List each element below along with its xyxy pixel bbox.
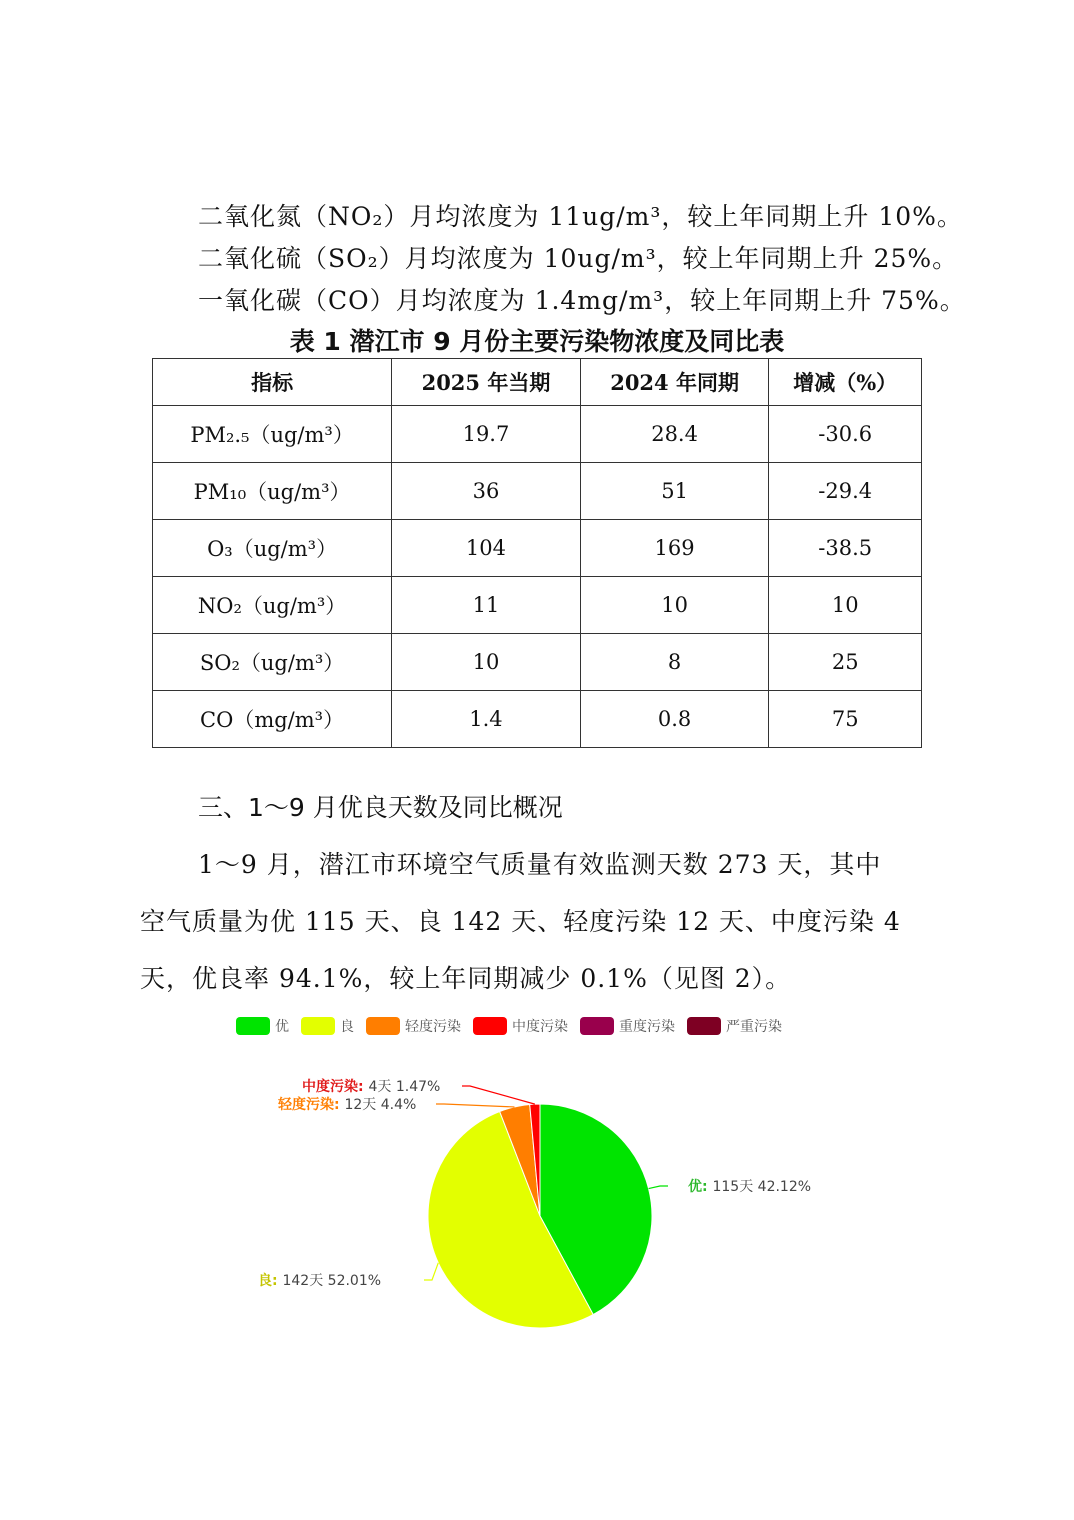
table-cell: 36 bbox=[392, 463, 581, 520]
table-header-row bbox=[153, 359, 922, 406]
slice-label: 中度污染: 4天 1.47% bbox=[302, 1079, 441, 1095]
paragraph-no2: 二氧化氮（NO₂）月均浓度为 11ug/m³，较上年同期上升 10%。 bbox=[198, 202, 963, 231]
table-cell: 0.8 bbox=[580, 691, 769, 748]
legend-item[interactable] bbox=[687, 1016, 782, 1036]
table-cell: 104 bbox=[392, 520, 581, 577]
table-row bbox=[153, 520, 922, 577]
table-cell: CO（mg/m³） bbox=[153, 691, 392, 748]
legend-label: 严重污染 bbox=[726, 1019, 782, 1035]
table-row bbox=[153, 406, 922, 463]
legend-swatch bbox=[473, 1017, 507, 1035]
table-row bbox=[153, 463, 922, 520]
legend-item[interactable] bbox=[301, 1016, 354, 1036]
table-cell: -29.4 bbox=[769, 463, 922, 520]
section-line-3: 天，优良率 94.1%，较上年同期减少 0.1%（见图 2）。 bbox=[140, 964, 792, 993]
table-cell: 28.4 bbox=[580, 406, 769, 463]
table-cell: O₃（ug/m³） bbox=[153, 520, 392, 577]
legend-swatch bbox=[236, 1017, 270, 1035]
legend-label: 优 bbox=[275, 1019, 289, 1035]
header-cell: 2025 年当期 bbox=[392, 359, 581, 406]
legend-item[interactable] bbox=[366, 1016, 461, 1036]
legend-label: 轻度污染 bbox=[405, 1019, 461, 1035]
chart-legend bbox=[236, 1016, 782, 1036]
table-cell: -38.5 bbox=[769, 520, 922, 577]
legend-item[interactable] bbox=[473, 1016, 568, 1036]
table-cell: 11 bbox=[392, 577, 581, 634]
table-cell: 1.4 bbox=[392, 691, 581, 748]
leader-line bbox=[436, 1104, 514, 1107]
table-cell: 10 bbox=[769, 577, 922, 634]
section-line-2: 空气质量为优 115 天、良 142 天、轻度污染 12 天、中度污染 4 bbox=[140, 907, 901, 936]
table-cell: -30.6 bbox=[769, 406, 922, 463]
legend-swatch bbox=[301, 1017, 335, 1035]
header-cell: 指标 bbox=[153, 359, 392, 406]
legend-swatch bbox=[580, 1017, 614, 1035]
legend-swatch bbox=[366, 1017, 400, 1035]
slice-label: 轻度污染: 12天 4.4% bbox=[278, 1097, 417, 1113]
pie-chart bbox=[0, 1040, 1074, 1360]
table-cell: PM₁₀（ug/m³） bbox=[153, 463, 392, 520]
table-cell: 25 bbox=[769, 634, 922, 691]
table-row bbox=[153, 691, 922, 748]
paragraph-so2: 二氧化硫（SO₂）月均浓度为 10ug/m³，较上年同期上升 25%。 bbox=[198, 244, 959, 273]
table-caption: 表 1 潜江市 9 月份主要污染物浓度及同比表 bbox=[289, 327, 785, 356]
table-cell: 8 bbox=[580, 634, 769, 691]
leader-line bbox=[649, 1186, 668, 1189]
section-heading: 三、1～9 月优良天数及同比概况 bbox=[198, 793, 563, 822]
table-cell: 75 bbox=[769, 691, 922, 748]
table-cell: 10 bbox=[392, 634, 581, 691]
legend-label: 良 bbox=[340, 1019, 354, 1035]
leader-line bbox=[424, 1263, 438, 1280]
leader-line bbox=[462, 1086, 535, 1104]
legend-swatch bbox=[687, 1017, 721, 1035]
header-cell: 增减（%） bbox=[769, 359, 922, 406]
table-cell: 169 bbox=[580, 520, 769, 577]
table-cell: 10 bbox=[580, 577, 769, 634]
table-cell: PM₂.₅（ug/m³） bbox=[153, 406, 392, 463]
pollutant-table bbox=[152, 358, 922, 748]
legend-label: 重度污染 bbox=[619, 1019, 675, 1035]
slice-label: 良: 142天 52.01% bbox=[258, 1273, 382, 1289]
table-row bbox=[153, 577, 922, 634]
legend-item[interactable] bbox=[236, 1016, 289, 1036]
slice-label: 优: 115天 42.12% bbox=[688, 1179, 812, 1195]
header-cell: 2024 年同期 bbox=[580, 359, 769, 406]
table-row bbox=[153, 634, 922, 691]
section-line-1: 1～9 月，潜江市环境空气质量有效监测天数 273 天，其中 bbox=[198, 850, 882, 879]
table-cell: 51 bbox=[580, 463, 769, 520]
table-cell: SO₂（ug/m³） bbox=[153, 634, 392, 691]
paragraph-co: 一氧化碳（CO）月均浓度为 1.4mg/m³，较上年同期上升 75%。 bbox=[198, 286, 966, 315]
legend-item[interactable] bbox=[580, 1016, 675, 1036]
table-cell: NO₂（ug/m³） bbox=[153, 577, 392, 634]
table-cell: 19.7 bbox=[392, 406, 581, 463]
legend-label: 中度污染 bbox=[512, 1019, 568, 1035]
